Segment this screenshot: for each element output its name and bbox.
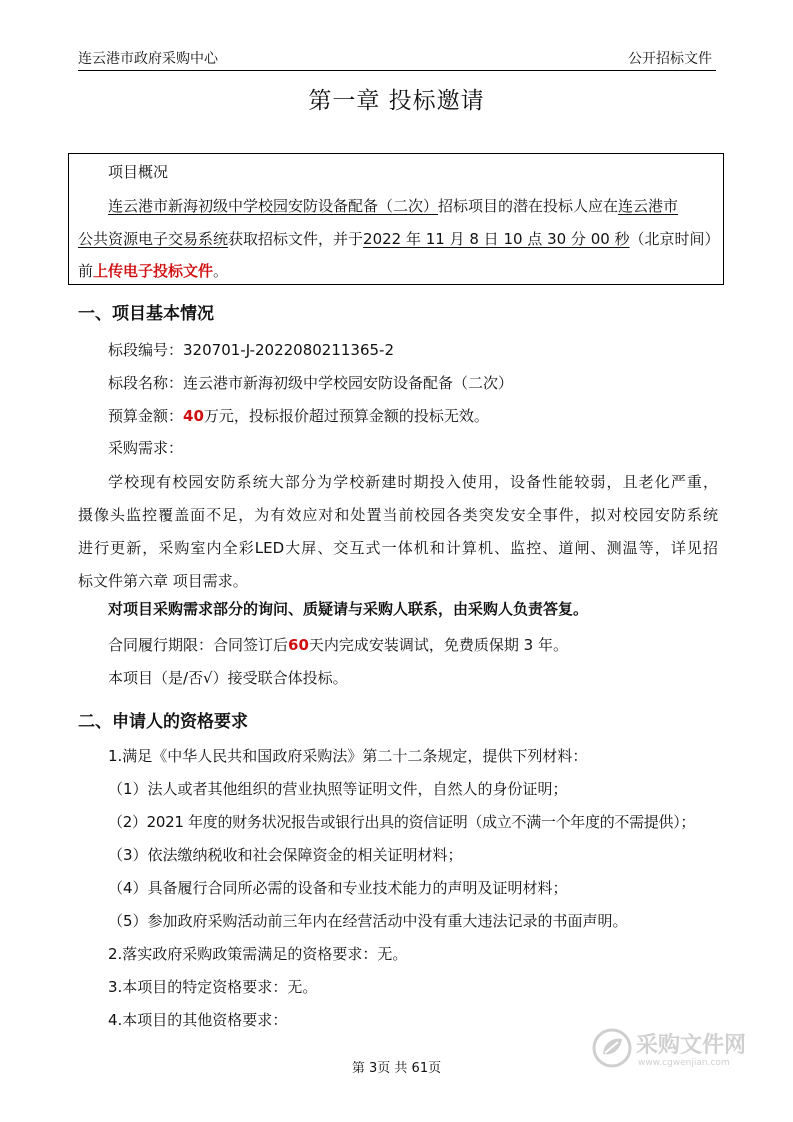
contract-period-rest: 天内完成安装调试，免费质保期 3 年。 xyxy=(308,636,568,654)
leaf-logo-icon xyxy=(592,1028,632,1068)
joint-bid-line: 本项目（是/否√）接受联合体投标。 xyxy=(108,669,348,687)
overview-text-3: （北京时间） xyxy=(629,230,720,248)
bid-name-label: 标段名称： xyxy=(108,374,184,392)
bid-name: 连云港市新海初级中学校园安防设备配备（二次） xyxy=(183,374,514,392)
req-sub-4: （4）具备履行合同所必需的设备和专业技术能力的声明及证明材料； xyxy=(108,879,568,897)
upload-note: 上传电子投标文件 xyxy=(93,262,214,280)
budget-label: 预算金额： xyxy=(108,407,184,425)
chapter-title: 第一章 投标邀请 xyxy=(308,88,485,114)
req-item-2: 2.落实政府采购政策需满足的资格要求：无。 xyxy=(108,945,408,963)
section2-title: 二、申请人的资格要求 xyxy=(78,712,248,732)
demand-line-2: 摄像头监控覆盖面不足，为有效应对和处置当前校园各类突发安全事件，拟对校园安防系统 xyxy=(78,506,718,524)
contract-period-days: 60 xyxy=(288,636,309,654)
demand-line-1: 学校现有校园安防系统大部分为学校新建时期投入使用，设备性能较弱，且老化严重， xyxy=(108,473,718,491)
contract-period-label: 合同履行期限：合同签订后 xyxy=(108,636,289,654)
header-org: 连云港市政府采购中心 xyxy=(78,51,218,67)
overview-text-1: 招标项目的潜在投标人应在 xyxy=(438,197,619,215)
budget-rest: 万元，投标报价超过预算金额的投标无效。 xyxy=(203,407,489,425)
project-name: 连云港市新海初级中学校园安防设备配备（二次） xyxy=(108,197,439,215)
platform-name-b: 公共资源电子交易系统 xyxy=(78,230,229,248)
deadline: 2022 年 11 月 8 日 10 点 30 分 00 秒 xyxy=(363,230,630,248)
section1-title: 一、项目基本情况 xyxy=(78,304,214,324)
req-sub-2: （2）2021 年度的财务状况报告或银行出具的资信证明（成立不满一个年度的不需提供）； xyxy=(108,813,696,831)
bid-number-label: 标段编号： xyxy=(108,341,184,359)
overview-label: 项目概况 xyxy=(108,163,169,181)
budget-line xyxy=(108,405,489,426)
req-item-1: 1.满足《中华人民共和国政府采购法》第二十二条规定，提供下列材料： xyxy=(108,747,588,765)
demand-line-4: 标文件第六章 项目需求。 xyxy=(78,572,248,590)
overview-text-4: 前 xyxy=(78,262,94,280)
req-sub-1: （1）法人或者其他组织的营业执照等证明文件，自然人的身份证明； xyxy=(108,780,568,798)
req-sub-5: （5）参加政府采购活动前三年内在经营活动中没有重大违法记录的书面声明。 xyxy=(108,912,628,930)
watermark xyxy=(592,1024,772,1076)
demand-label: 采购需求： xyxy=(108,439,184,457)
watermark-text: 采购文件网 xyxy=(636,1033,747,1058)
overview-text-2: 获取招标文件，并于 xyxy=(228,230,364,248)
platform-name-a: 连云港市 xyxy=(618,197,679,215)
req-item-4: 4.本项目的其他资格要求： xyxy=(108,1011,288,1029)
overview-line-3 xyxy=(78,260,228,281)
header-doc-type: 公开招标文件 xyxy=(628,51,712,67)
req-sub-3: （3）依法缴纳税收和社会保障资金的相关证明材料； xyxy=(108,846,463,864)
demand-line-3: 进行更新，采购室内全彩LED大屏、交互式一体机和计算机、监控、道闸、测温等，详见招 xyxy=(78,539,718,557)
budget-value: 40 xyxy=(183,407,204,425)
watermark-url: www.cgwenjian.com xyxy=(638,1058,730,1068)
overview-period: 。 xyxy=(213,262,229,280)
contract-period-line xyxy=(108,634,568,655)
overview-line-1 xyxy=(108,195,678,216)
bid-name-line xyxy=(108,372,513,393)
req-item-3: 3.本项目的特定资格要求：无。 xyxy=(108,978,318,996)
page-header xyxy=(78,46,716,71)
contact-note: 对项目采购需求部分的询问、质疑请与采购人联系，由采购人负责答复。 xyxy=(108,600,589,618)
bid-number-line xyxy=(108,339,394,360)
page-number: 第 3页 共 61页 xyxy=(351,1061,442,1076)
overview-line-2 xyxy=(78,228,720,249)
bid-number: 320701-J-2022080211365-2 xyxy=(183,341,395,359)
